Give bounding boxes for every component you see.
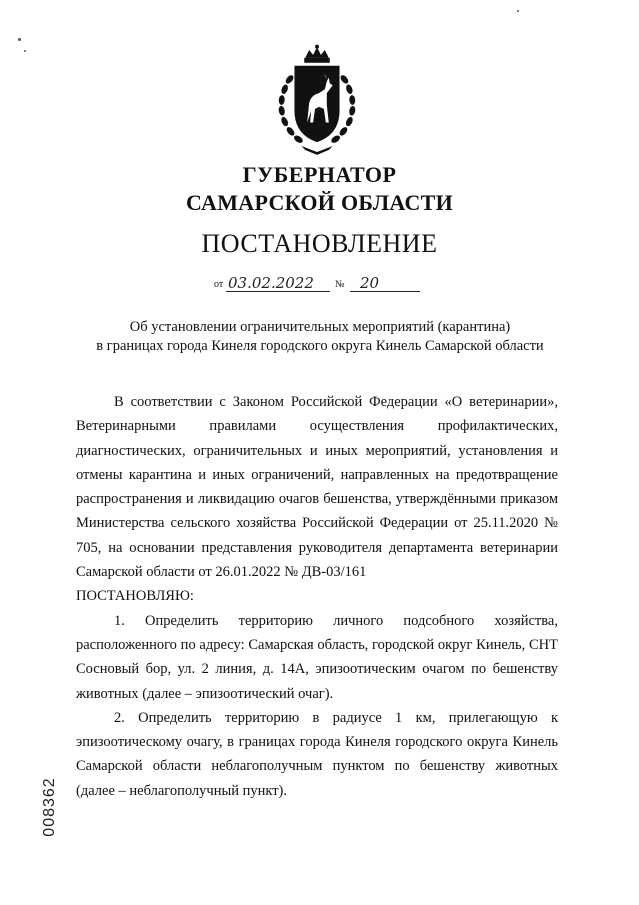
item-1-paragraph: 1. Определить территорию личного подсобного хозяйства, расположенного по адресу: Самарская область, городской округ Кинель, СНТ Сосновый бор, ул. 2 линия, д. 14А, эпизоотическим очагом по бешенству животных (далее – эпизоотический очаг).	[76, 612, 558, 702]
document-subject	[70, 318, 570, 356]
preamble-paragraph: В соответствии с Законом Российской Федерации «О ветеринарии», Ветеринарными правилами осуществления профилактических, диагностических, ограничительных и иных мероприятий, установления и отмены карантина и иных ограничений, направленных на предотвращение распространения и ликвидацию очагов бешенства, утверждёнными приказом Министерства сельского хозяйства Российской Федерации от 25.11.2020 № 705, на основании представления руководителя департамента ветеринарии Самарской области от 26.01.2022 № ДВ-03/161	[76, 394, 558, 581]
scan-speck	[24, 50, 26, 52]
decree-word: ПОСТАНОВЛЯЮ:	[76, 588, 194, 605]
document-type: ПОСТАНОВЛЕНИЕ	[201, 229, 438, 258]
side-number-text: 008362	[41, 777, 58, 837]
org-title-line1: ГУБЕРНАТОР	[242, 162, 397, 187]
subject-line2: в границах города Кинеля городского округа Кинель Самарской области	[96, 338, 544, 354]
handwritten-number: 20	[360, 274, 380, 292]
date-number-line	[214, 272, 424, 294]
number-label: №	[335, 279, 345, 290]
org-title-line2: САМАРСКОЙ ОБЛАСТИ	[185, 190, 454, 215]
crown-icon	[304, 45, 329, 63]
coat-of-arms-emblem	[268, 44, 366, 156]
document-body	[76, 390, 558, 803]
item-2-paragraph: 2. Определить территорию в радиусе 1 км, прилегающую к эпизоотическому очагу, в границах города Кинеля городского округа Кинель Самарской области неблагополучным пунктом по бешенству животных (далее – неблагополучный пункт).	[76, 709, 558, 799]
date-from-label: от	[214, 279, 224, 290]
side-registration-number	[32, 768, 72, 848]
scan-speck	[517, 10, 519, 12]
subject-line1: Об установлении ограничительных мероприятий (карантина)	[129, 319, 511, 335]
scan-speck	[18, 38, 21, 41]
handwritten-date: 03.02.2022	[228, 274, 314, 292]
